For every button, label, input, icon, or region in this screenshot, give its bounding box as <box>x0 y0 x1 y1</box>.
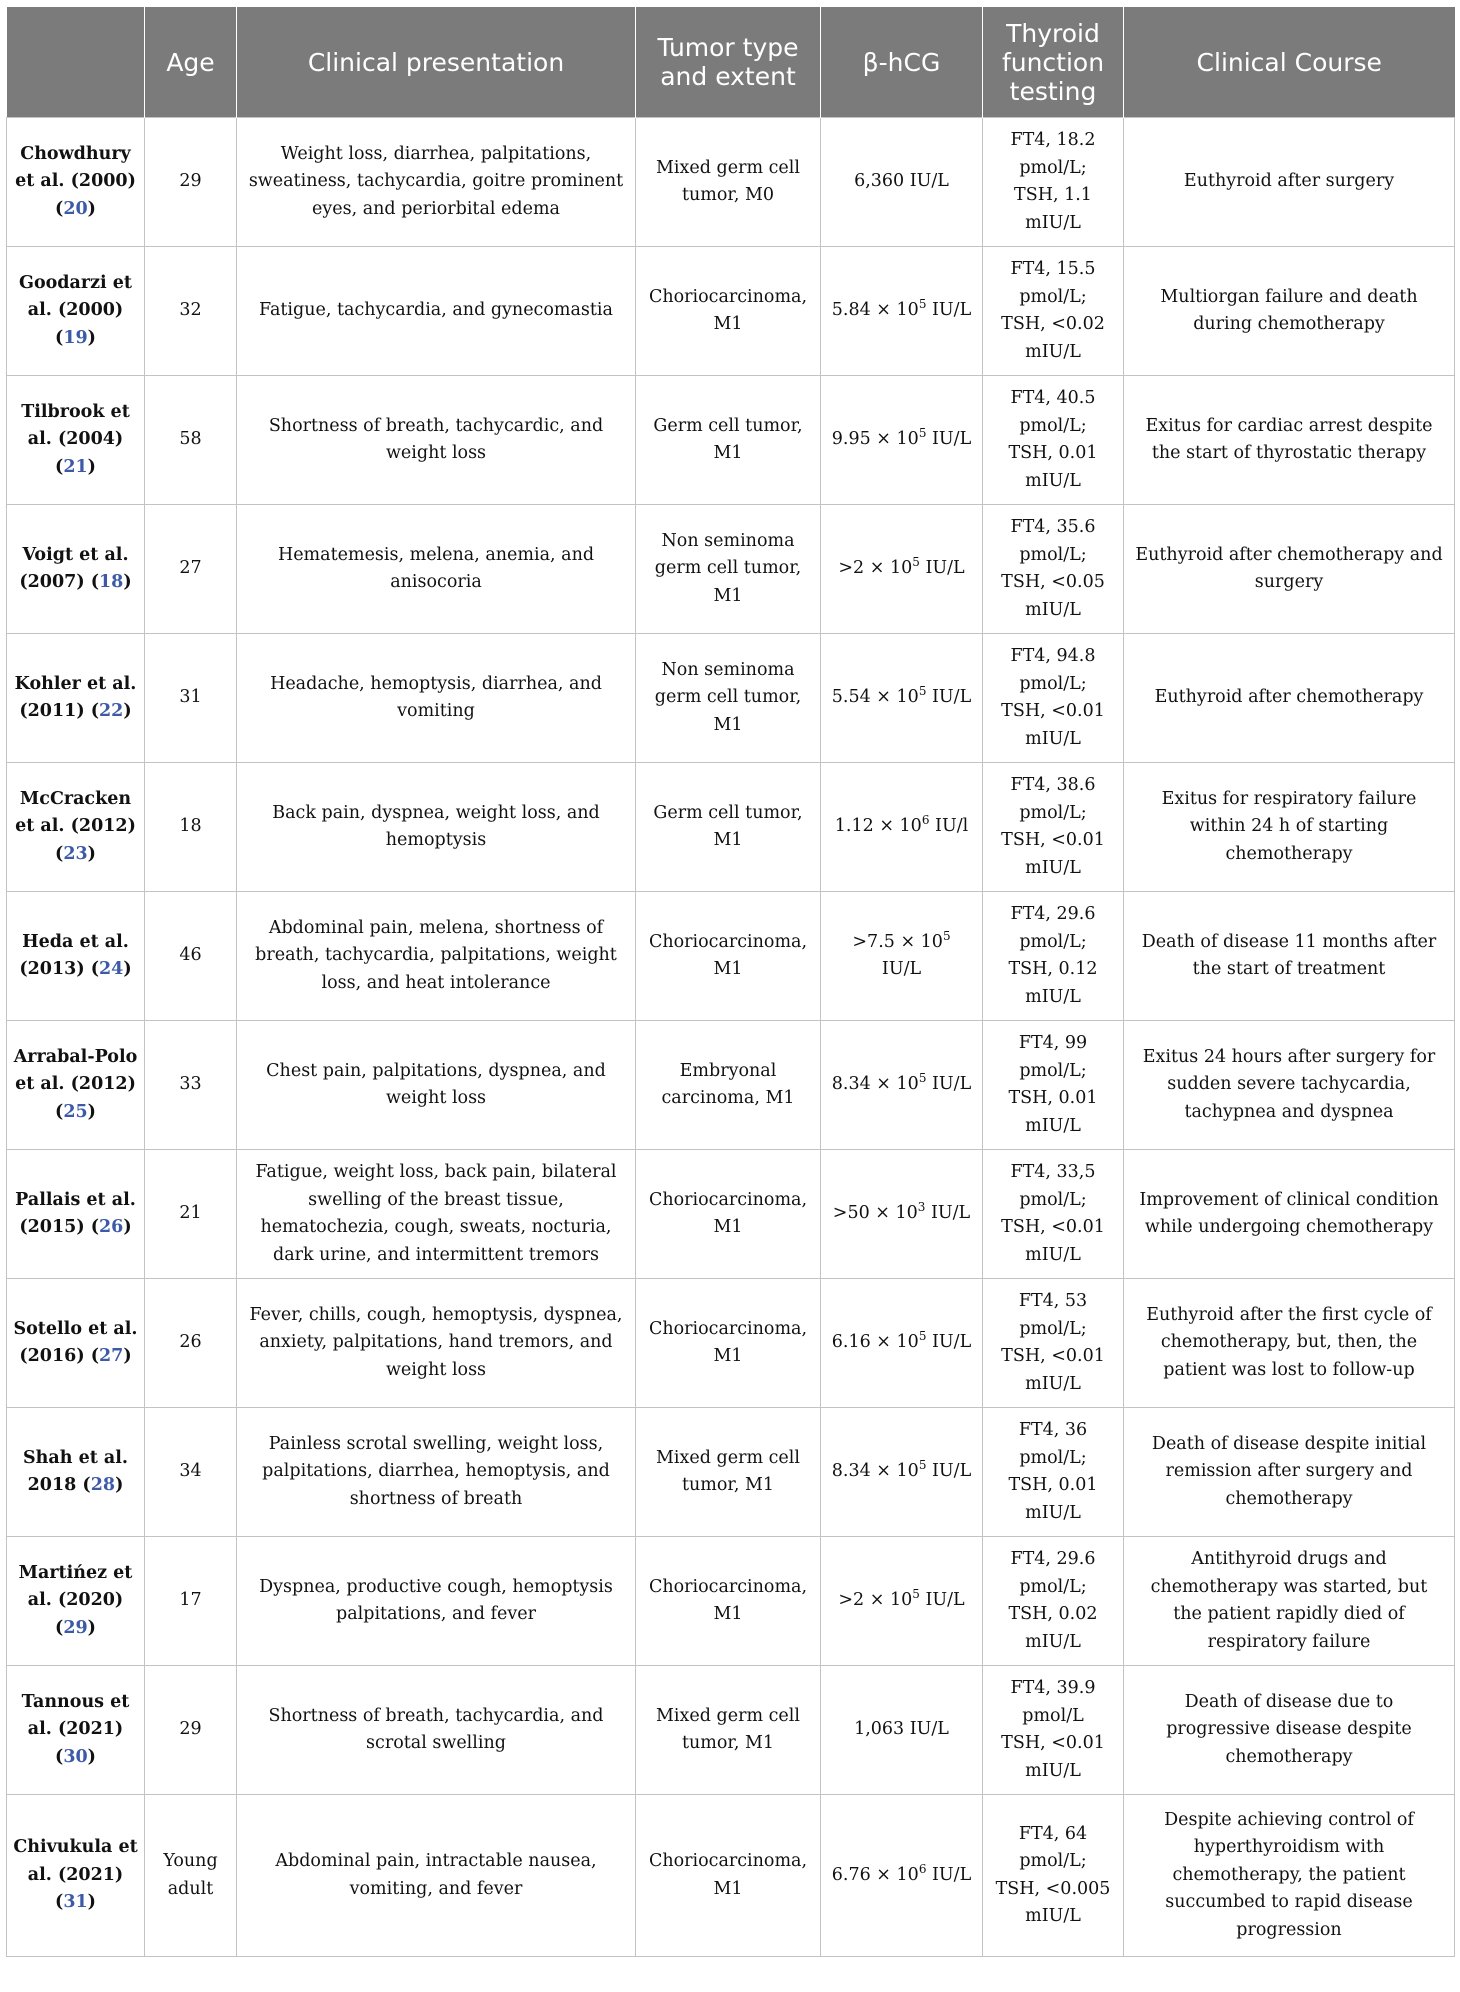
study-cell: Kohler et al. (2011) (22) <box>7 634 145 763</box>
study-cell: McCracken et al. (2012) (23) <box>7 763 145 892</box>
hcg-exponent: 5 <box>918 1458 927 1473</box>
tumor-cell: Non seminoma germ cell tumor, M1 <box>636 505 821 634</box>
tsh-unit: mIU/L <box>1025 1115 1081 1136</box>
tumor-cell: Mixed germ cell tumor, M1 <box>636 1666 821 1795</box>
reference-link[interactable]: 23 <box>63 843 88 864</box>
tumor-cell: Mixed germ cell tumor, M1 <box>636 1408 821 1537</box>
study-cell: Tilbrook et al. (2004) (21) <box>7 376 145 505</box>
ft4-unit: pmol/L; <box>1019 931 1087 952</box>
ft4-unit: pmol/L; <box>1019 1576 1087 1597</box>
hcg-value: 1.12 × 10 <box>834 816 922 837</box>
reference-link[interactable]: 26 <box>99 1217 124 1237</box>
presentation-cell: Abdominal pain, intractable nausea, vomiting, and fever <box>237 1795 636 1957</box>
tsh-unit: mIU/L <box>1025 341 1081 362</box>
tumor-cell: Choriocarcinoma, M1 <box>636 1279 821 1408</box>
case-table-container <box>6 7 1454 1957</box>
study-citation: Sotello et al. (2016) <box>13 1318 138 1366</box>
tumor-cell: Choriocarcinoma, M1 <box>636 892 821 1021</box>
tsh-value: TSH, <0.01 <box>1001 1733 1105 1753</box>
thyroid-cell <box>983 505 1124 634</box>
hcg-unit: IU/L <box>926 429 972 450</box>
hcg-value: 8.34 × 10 <box>831 1074 919 1095</box>
study-citation: Martińez et al. (2020) <box>18 1562 133 1611</box>
ft4-unit: pmol/L; <box>1019 1447 1087 1468</box>
study-cell: Heda et al. (2013) (24) <box>7 892 145 1021</box>
hcg-unit: IU/L <box>919 1590 965 1611</box>
hcg-value: >2 × 10 <box>838 558 913 579</box>
hcg-unit: IU/L <box>926 1074 972 1095</box>
ft4-value: FT4, 40.5 <box>1010 388 1096 408</box>
table-row <box>7 118 1455 247</box>
tsh-value: TSH, 0.01 <box>1008 1475 1098 1495</box>
age-cell: 34 <box>145 1408 237 1537</box>
hcg-unit: IU/L <box>881 959 922 979</box>
ft4-unit: pmol/L; <box>1019 1060 1087 1081</box>
thyroid-cell <box>983 1021 1124 1150</box>
tsh-value: TSH, 0.01 <box>1008 443 1098 463</box>
study-cell: Chowdhury et al. (2000) (20) <box>7 118 145 247</box>
hcg-cell <box>821 376 983 505</box>
course-cell: Death of disease despite initial remission after surgery and chemotherapy <box>1124 1408 1455 1537</box>
reference-link[interactable]: 19 <box>63 327 88 348</box>
hcg-cell <box>821 1537 983 1666</box>
thyroid-cell <box>983 247 1124 376</box>
hcg-cell <box>821 1150 983 1279</box>
table-row <box>7 1666 1455 1795</box>
reference-link[interactable]: 27 <box>99 1346 124 1366</box>
hcg-cell <box>821 1279 983 1408</box>
study-citation: McCracken et al. (2012) <box>15 788 136 837</box>
tumor-cell: Choriocarcinoma, M1 <box>636 1537 821 1666</box>
age-cell: 17 <box>145 1537 237 1666</box>
ft4-value: FT4, 29.6 <box>1010 904 1096 924</box>
hcg-value: 5.84 × 10 <box>831 300 919 321</box>
study-cell: Sotello et al. (2016) (27) <box>7 1279 145 1408</box>
ft4-value: FT4, 33,5 <box>1010 1162 1096 1182</box>
course-cell: Euthyroid after the first cycle of chemotherapy, but, then, the patient was lost to follow-up <box>1124 1279 1455 1408</box>
course-cell: Despite achieving control of hyperthyroidism with chemotherapy, the patient succumbed to rapid disease progression <box>1124 1795 1455 1957</box>
table-row <box>7 1408 1455 1537</box>
hcg-exponent: 5 <box>942 928 951 943</box>
presentation-cell: Fever, chills, cough, hemoptysis, dyspnea, anxiety, palpitations, hand tremors, and weight loss <box>237 1279 636 1408</box>
thyroid-cell <box>983 1279 1124 1408</box>
age-cell: 31 <box>145 634 237 763</box>
hcg-cell <box>821 1408 983 1537</box>
thyroid-cell <box>983 1666 1124 1795</box>
hcg-exponent: 5 <box>912 1587 920 1602</box>
tsh-value: TSH, <0.005 <box>995 1878 1111 1899</box>
hcg-unit: IU/L <box>919 558 965 579</box>
hcg-exponent: 3 <box>917 1200 926 1215</box>
hcg-value: 5.54 × 10 <box>831 687 919 708</box>
study-cell: Chivukula et al. (2021) (31) <box>7 1795 145 1957</box>
ft4-unit: pmol/L; <box>1019 1189 1087 1210</box>
study-citation: Chowdhury et al. (2000) <box>15 143 136 192</box>
ft4-value: FT4, 18.2 <box>1010 130 1096 150</box>
tsh-value: TSH, 0.02 <box>1008 1604 1098 1624</box>
hcg-cell <box>821 1795 983 1957</box>
hcg-cell <box>821 634 983 763</box>
reference-link[interactable]: 18 <box>99 572 124 592</box>
presentation-cell: Shortness of breath, tachycardia, and scrotal swelling <box>237 1666 636 1795</box>
ft4-unit: pmol/L; <box>1019 544 1087 565</box>
study-citation: Tannous et al. (2021) <box>21 1691 130 1740</box>
case-table <box>6 7 1455 1957</box>
reference-link[interactable]: 28 <box>90 1475 116 1495</box>
tsh-value: TSH, <0.01 <box>1001 1346 1105 1366</box>
reference-link[interactable]: 30 <box>63 1746 88 1767</box>
age-cell: Young adult <box>145 1795 237 1957</box>
reference-link[interactable]: 20 <box>63 198 88 219</box>
presentation-cell: Painless scrotal swelling, weight loss, palpitations, diarrhea, hemoptysis, and shortness of breath <box>237 1408 636 1537</box>
study-citation: Chivukula et al. (2021) <box>13 1837 138 1885</box>
course-cell: Exitus for respiratory failure within 24 h of starting chemotherapy <box>1124 763 1455 892</box>
study-cell: Voigt et al. (2007) (18) <box>7 505 145 634</box>
hcg-exponent: 5 <box>918 684 927 699</box>
age-cell: 18 <box>145 763 237 892</box>
presentation-cell: Abdominal pain, melena, shortness of breath, tachycardia, palpitations, weight loss, and heat intolerance <box>237 892 636 1021</box>
hcg-exponent: 5 <box>918 426 927 441</box>
hcg-exponent: 5 <box>918 1071 927 1086</box>
hcg-value: >50 × 10 <box>832 1203 918 1224</box>
reference-link[interactable]: 31 <box>63 1892 88 1913</box>
thyroid-cell <box>983 892 1124 1021</box>
presentation-cell: Hematemesis, melena, anemia, and anisocoria <box>237 505 636 634</box>
tsh-value: TSH, <0.01 <box>1001 701 1105 721</box>
header-row <box>7 7 1455 118</box>
hcg-exponent: 6 <box>921 813 930 828</box>
presentation-cell: Fatigue, weight loss, back pain, bilateral swelling of the breast tissue, hematochezia, cough, sweats, nocturia, dark urine, and intermittent tremors <box>237 1150 636 1279</box>
tsh-unit: mIU/L <box>1025 1373 1081 1394</box>
hcg-value: 9.95 × 10 <box>831 429 919 450</box>
tumor-cell: Mixed germ cell tumor, M0 <box>636 118 821 247</box>
course-cell: Euthyroid after surgery <box>1124 118 1455 247</box>
hcg-unit: IU/L <box>926 687 972 708</box>
table-row <box>7 376 1455 505</box>
study-citation: Arrabal-Polo et al. (2012) <box>13 1046 138 1095</box>
table-row <box>7 1021 1455 1150</box>
hcg-cell <box>821 247 983 376</box>
hcg-value: 6,360 IU/L <box>854 171 949 192</box>
tsh-unit: mIU/L <box>1025 1502 1081 1523</box>
ft4-unit: pmol/L; <box>1019 286 1087 307</box>
ft4-unit: pmol/L; <box>1019 673 1087 694</box>
table-row <box>7 892 1455 1021</box>
study-cell: Arrabal-Polo et al. (2012) (25) <box>7 1021 145 1150</box>
ft4-value: FT4, 53 <box>1018 1291 1088 1311</box>
hcg-unit: IU/L <box>926 300 972 321</box>
hcg-cell <box>821 763 983 892</box>
tumor-cell: Choriocarcinoma, M1 <box>636 1795 821 1957</box>
reference-link[interactable]: 29 <box>63 1617 88 1638</box>
reference-link[interactable]: 24 <box>99 959 124 979</box>
header-age: Age <box>145 7 237 118</box>
table-row <box>7 505 1455 634</box>
hcg-value: >2 × 10 <box>838 1590 913 1611</box>
study-citation: Tilbrook et al. (2004) <box>21 401 130 450</box>
tsh-value: TSH, 1.1 <box>1014 185 1092 205</box>
table-row <box>7 1795 1455 1957</box>
study-citation: Pallais et al. (2015) <box>15 1189 136 1237</box>
hcg-value: 6.76 × 10 <box>831 1864 919 1885</box>
study-citation: Shah et al. 2018 <box>23 1447 128 1495</box>
hcg-cell <box>821 892 983 1021</box>
course-cell: Death of disease 11 months after the start of treatment <box>1124 892 1455 1021</box>
age-cell: 21 <box>145 1150 237 1279</box>
age-cell: 32 <box>145 247 237 376</box>
hcg-exponent: 6 <box>918 1861 927 1876</box>
presentation-cell: Dyspnea, productive cough, hemoptysis palpitations, and fever <box>237 1537 636 1666</box>
table-row <box>7 247 1455 376</box>
presentation-cell: Chest pain, palpitations, dyspnea, and weight loss <box>237 1021 636 1150</box>
tsh-unit: mIU/L <box>1025 470 1081 491</box>
thyroid-cell <box>983 763 1124 892</box>
tsh-unit: mIU/L <box>1025 1244 1081 1265</box>
course-cell: Death of disease due to progressive disease despite chemotherapy <box>1124 1666 1455 1795</box>
header-study <box>7 7 145 118</box>
tsh-unit: mIU/L <box>1025 728 1081 749</box>
tsh-unit: mIU/L <box>1025 986 1081 1007</box>
presentation-cell: Fatigue, tachycardia, and gynecomastia <box>237 247 636 376</box>
tsh-unit: mIU/L <box>1025 599 1081 620</box>
tumor-cell: Germ cell tumor, M1 <box>636 763 821 892</box>
course-cell: Antithyroid drugs and chemotherapy was started, but the patient rapidly died of respiratory failure <box>1124 1537 1455 1666</box>
tsh-unit: mIU/L <box>1025 857 1081 878</box>
tsh-value: TSH, <0.05 <box>1001 572 1105 592</box>
tsh-value: TSH, <0.01 <box>1001 1217 1105 1237</box>
course-cell: Euthyroid after chemotherapy and surgery <box>1124 505 1455 634</box>
study-cell: Tannous et al. (2021) (30) <box>7 1666 145 1795</box>
age-cell: 29 <box>145 1666 237 1795</box>
hcg-value: >7.5 × 10 <box>852 931 943 952</box>
study-cell: Shah et al. 2018 (28) <box>7 1408 145 1537</box>
table-row <box>7 1150 1455 1279</box>
header-clinical-presentation: Clinical presentation <box>237 7 636 118</box>
tumor-cell: Choriocarcinoma, M1 <box>636 247 821 376</box>
ft4-value: FT4, 39.9 <box>1010 1678 1096 1698</box>
study-citation: Heda et al. (2013) <box>19 931 129 979</box>
presentation-cell: Headache, hemoptysis, diarrhea, and vomiting <box>237 634 636 763</box>
ft4-value: FT4, 15.5 <box>1010 259 1096 279</box>
tumor-cell: Choriocarcinoma, M1 <box>636 1150 821 1279</box>
thyroid-cell <box>983 1150 1124 1279</box>
tsh-value: TSH, 0.12 <box>1008 959 1098 979</box>
study-cell: Pallais et al. (2015) (26) <box>7 1150 145 1279</box>
tumor-cell: Germ cell tumor, M1 <box>636 376 821 505</box>
reference-link[interactable]: 25 <box>63 1101 88 1122</box>
tsh-value: TSH, <0.01 <box>1001 830 1105 850</box>
age-cell: 26 <box>145 1279 237 1408</box>
tsh-value: TSH, 0.01 <box>1008 1088 1098 1108</box>
ft4-value: FT4, 94.8 <box>1010 646 1096 666</box>
thyroid-cell <box>983 1795 1124 1957</box>
hcg-cell <box>821 118 983 247</box>
table-row <box>7 763 1455 892</box>
tumor-cell: Embryonal carcinoma, M1 <box>636 1021 821 1150</box>
course-cell: Exitus for cardiac arrest despite the start of thyrostatic therapy <box>1124 376 1455 505</box>
ft4-value: FT4, 38.6 <box>1010 775 1096 795</box>
hcg-unit: IU/L <box>926 1864 972 1885</box>
ft4-value: FT4, 29.6 <box>1010 1549 1096 1569</box>
header-beta-hcg: β-hCG <box>821 7 983 118</box>
presentation-cell: Shortness of breath, tachycardic, and weight loss <box>237 376 636 505</box>
presentation-cell: Back pain, dyspnea, weight loss, and hemoptysis <box>237 763 636 892</box>
age-cell: 27 <box>145 505 237 634</box>
ft4-unit: pmol/L; <box>1019 1851 1087 1871</box>
age-cell: 33 <box>145 1021 237 1150</box>
course-cell: Improvement of clinical condition while undergoing chemotherapy <box>1124 1150 1455 1279</box>
ft4-unit: pmol/L; <box>1019 1318 1087 1339</box>
ft4-unit: pmol/L; <box>1019 802 1087 823</box>
ft4-value: FT4, 36 <box>1018 1420 1088 1440</box>
reference-link[interactable]: 21 <box>63 456 88 477</box>
ft4-value: FT4, 64 <box>1018 1823 1088 1844</box>
ft4-value: FT4, 35.6 <box>1010 517 1096 537</box>
table-row <box>7 1537 1455 1666</box>
header-thyroid-function: Thyroid function testing <box>983 7 1124 118</box>
study-citation: Voigt et al. (2007) <box>19 544 129 592</box>
hcg-unit: IU/l <box>929 816 969 837</box>
reference-link[interactable]: 22 <box>99 701 124 721</box>
hcg-cell <box>821 505 983 634</box>
ft4-value: FT4, 99 <box>1018 1033 1088 1053</box>
thyroid-cell <box>983 1537 1124 1666</box>
study-citation: Kohler et al. (2011) <box>14 673 137 721</box>
thyroid-cell <box>983 634 1124 763</box>
course-cell: Euthyroid after chemotherapy <box>1124 634 1455 763</box>
age-cell: 58 <box>145 376 237 505</box>
hcg-unit: IU/L <box>925 1203 971 1224</box>
tsh-unit: mIU/L <box>1025 1760 1081 1781</box>
ft4-unit: pmol/L; <box>1019 415 1087 436</box>
thyroid-cell <box>983 376 1124 505</box>
hcg-exponent: 5 <box>912 555 920 570</box>
hcg-exponent: 5 <box>918 297 927 312</box>
table-row <box>7 1279 1455 1408</box>
thyroid-cell <box>983 1408 1124 1537</box>
table-row <box>7 634 1455 763</box>
course-cell: Multiorgan failure and death during chemotherapy <box>1124 247 1455 376</box>
tumor-cell: Non seminoma germ cell tumor, M1 <box>636 634 821 763</box>
presentation-cell: Weight loss, diarrhea, palpitations, sweatiness, tachycardia, goitre prominent eyes, and periorbital edema <box>237 118 636 247</box>
hcg-value: 8.34 × 10 <box>831 1461 919 1482</box>
age-cell: 46 <box>145 892 237 1021</box>
ft4-unit: pmol/L <box>1022 1705 1084 1726</box>
thyroid-cell <box>983 118 1124 247</box>
hcg-value: 1,063 IU/L <box>854 1719 949 1740</box>
hcg-exponent: 5 <box>918 1329 927 1344</box>
header-clinical-course: Clinical Course <box>1124 7 1455 118</box>
age-cell: 29 <box>145 118 237 247</box>
hcg-cell <box>821 1021 983 1150</box>
tsh-value: TSH, <0.02 <box>1001 314 1105 334</box>
header-tumor-type: Tumor type and extent <box>636 7 821 118</box>
study-cell: Martińez et al. (2020) (29) <box>7 1537 145 1666</box>
hcg-cell <box>821 1666 983 1795</box>
tsh-unit: mIU/L <box>1025 1631 1081 1652</box>
hcg-value: 6.16 × 10 <box>831 1332 919 1353</box>
hcg-unit: IU/L <box>926 1332 972 1353</box>
tsh-unit: mIU/L <box>1025 1906 1081 1926</box>
ft4-unit: pmol/L; <box>1019 157 1087 178</box>
study-cell: Goodarzi et al. (2000) (19) <box>7 247 145 376</box>
tsh-unit: mIU/L <box>1025 212 1081 233</box>
course-cell: Exitus 24 hours after surgery for sudden severe tachycardia, tachypnea and dyspnea <box>1124 1021 1455 1150</box>
study-citation: Goodarzi et al. (2000) <box>19 272 132 321</box>
hcg-unit: IU/L <box>926 1461 972 1482</box>
